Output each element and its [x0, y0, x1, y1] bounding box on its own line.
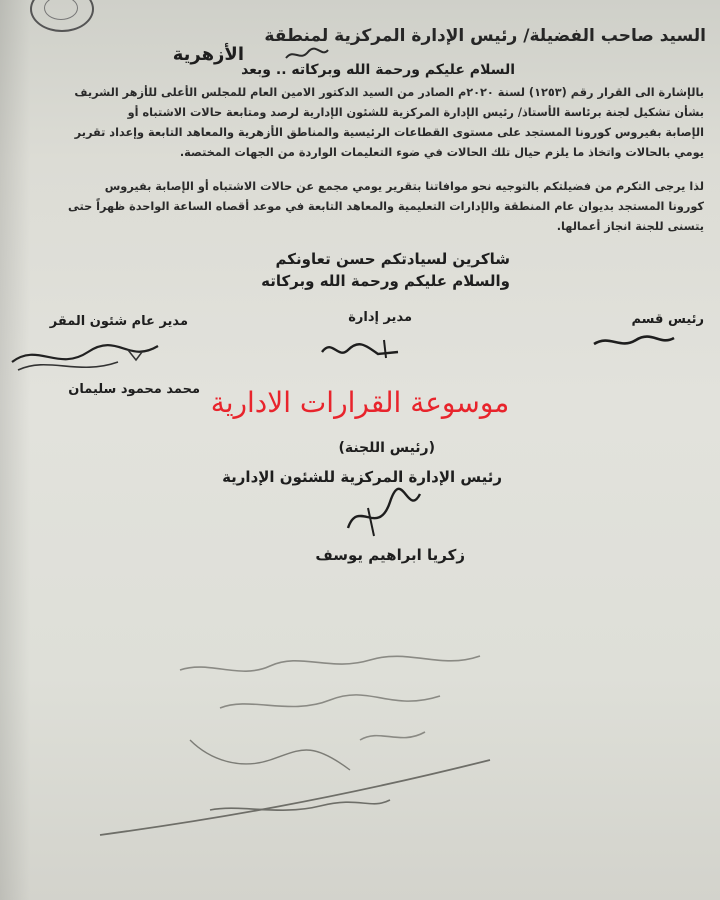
- sig-manager-title: مدير إدارة: [348, 310, 412, 325]
- page-shadow: [0, 0, 30, 900]
- body-line-6: كورونا المستجد بديوان عام المنطقة والإدارات التعليمية والمعاهد التابعة في موعد أقصاه الساعة الواحدة ظهراً حتى: [68, 200, 704, 213]
- sig-general-manager-name: محمد محمود سليمان: [68, 382, 200, 397]
- body-line-5: لذا يرجى التكرم من فضيلتكم بالتوجيه نحو موافاتنا بتقرير يومي مجمع عن حالات الاشتباه أو الإصابة بفيروس: [104, 180, 704, 193]
- closing-salutation: والسلام عليكم ورحمة الله وبركاته: [261, 272, 510, 290]
- signature-manager: [318, 334, 408, 364]
- signature-general-manager: [8, 332, 178, 382]
- greeting: السلام عليكم ورحمة الله وبركاته .. وبعد: [241, 62, 515, 78]
- sig-general-manager-title: مدير عام شئون المقر: [49, 314, 188, 329]
- closing-thanks: شاكرين لسيادتكم حسن تعاونكم: [275, 250, 510, 268]
- committee-head-title: رئيس الإدارة المركزية للشئون الإدارية: [222, 468, 502, 486]
- body-line-1: بالإشارة الى القرار رقم (١٢٥٣) لسنة ٢٠٢٠م الصادر من السيد الدكتور الامين العام للمجلس الأعلى للأزهر الشريف: [74, 86, 704, 99]
- sig-section-head-title: رئيس قسم: [631, 312, 704, 327]
- signature-section-head: [590, 330, 680, 356]
- body-line-7: يتسنى للجنة انجاز أعمالها.: [556, 220, 704, 233]
- committee-head-label: (رئيس اللجنة): [338, 440, 435, 456]
- committee-head-name: زكريا ابراهيم يوسف: [315, 546, 465, 564]
- address-line: السيد صاحب الفضيلة/ رئيس الإدارة المركزية لمنطقة: [264, 26, 706, 46]
- address-region: الأزهرية: [172, 44, 244, 65]
- handwritten-note: [150, 620, 510, 840]
- body-line-2: بشأن تشكيل لجنة برئاسة الأستاذ/ رئيس الإدارة المركزية للشئون الإدارية لرصد ومتابعة حالات الاشتباه أو: [127, 106, 704, 119]
- al-azhar-emblem: [30, 0, 94, 32]
- watermark-text: موسوعة القرارات الادارية: [210, 386, 510, 419]
- signature-committee-head: [338, 488, 428, 544]
- body-line-3: الإصابة بفيروس كورونا المستجد على مستوى القطاعات الرئيسية والمناطق الأزهرية والمعاهد التابعة وإعداد تقرير: [74, 126, 704, 139]
- body-line-4: يومي بالحالات واتخاذ ما يلزم حيال تلك الحالات في ضوء التعليمات الواردة من الجهات المختصة.: [179, 146, 704, 159]
